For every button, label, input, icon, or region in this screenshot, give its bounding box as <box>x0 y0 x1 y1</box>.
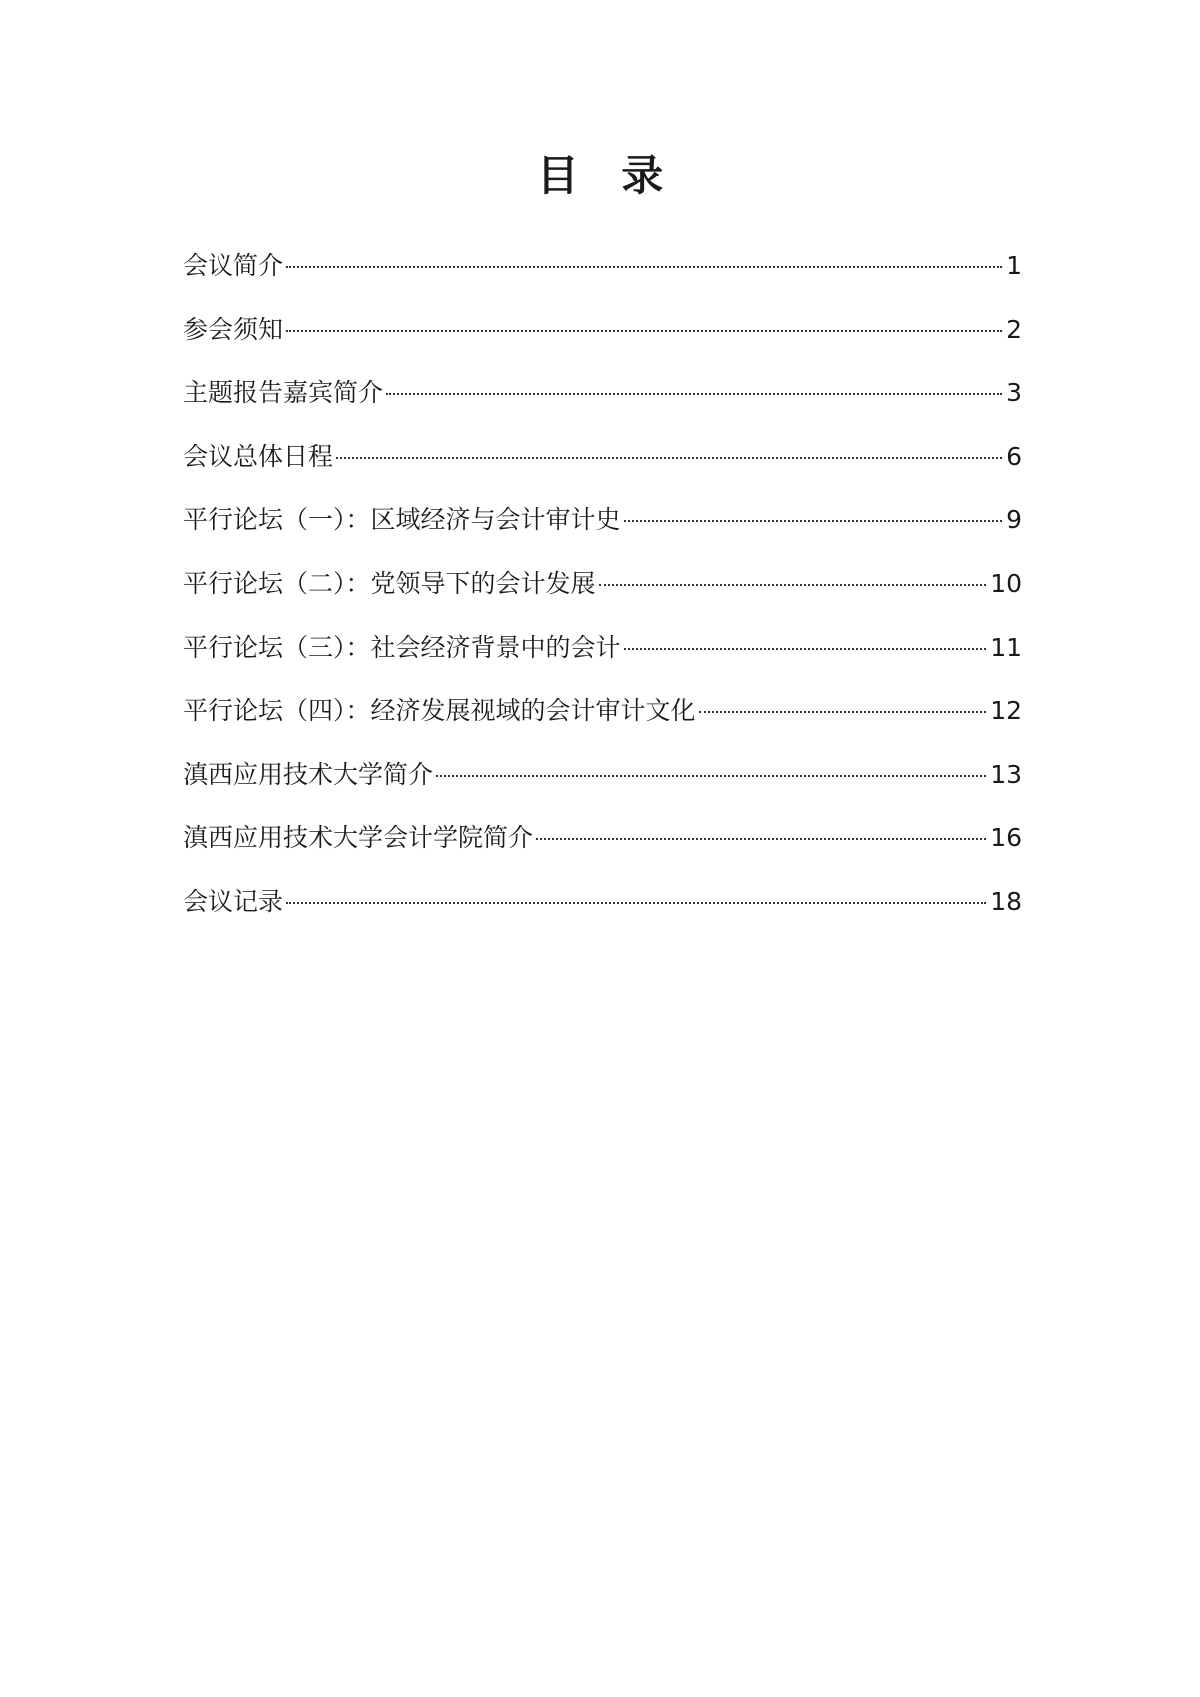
toc-page-number: 10 <box>990 568 1022 598</box>
toc-page-number: 6 <box>1006 441 1022 471</box>
toc-dot-leader <box>286 266 1002 268</box>
toc-entry[interactable] <box>183 310 1022 374</box>
toc-entry-label: 平行论坛（一）：区域经济与会计审计史 <box>183 505 621 535</box>
toc-page-number: 11 <box>990 632 1022 662</box>
toc-dot-leader <box>536 838 986 840</box>
toc-page-number: 9 <box>1006 505 1022 535</box>
toc-dot-leader <box>599 584 987 586</box>
toc-entry[interactable] <box>183 500 1022 564</box>
toc-entry[interactable] <box>183 691 1022 755</box>
toc-dot-leader <box>286 330 1002 332</box>
toc-page-number: 3 <box>1006 378 1022 408</box>
toc-entry-label: 平行论坛（四）：经济发展视域的会计审计文化 <box>183 696 696 726</box>
toc-entry-label: 参会须知 <box>183 314 284 344</box>
toc-page-number: 2 <box>1006 314 1022 344</box>
toc-page-number: 16 <box>990 823 1022 853</box>
toc-entry[interactable] <box>183 628 1022 692</box>
toc-entry[interactable] <box>183 818 1022 882</box>
toc-entry[interactable] <box>183 437 1022 501</box>
page-title: 目 录 <box>536 151 678 200</box>
toc-entry-label: 平行论坛（三）：社会经济背景中的会计 <box>183 632 621 662</box>
table-of-contents <box>183 246 1022 946</box>
toc-entry-label: 会议简介 <box>183 251 284 280</box>
toc-page-number: 13 <box>990 759 1022 789</box>
toc-dot-leader <box>336 457 1002 459</box>
toc-entry[interactable] <box>183 564 1022 628</box>
toc-entry-label: 会议总体日程 <box>183 441 334 471</box>
toc-entry-label: 主题报告嘉宾简介 <box>183 378 384 408</box>
toc-entry-label: 滇西应用技术大学简介 <box>183 759 434 789</box>
toc-dot-leader <box>286 902 986 904</box>
toc-entry[interactable] <box>183 373 1022 437</box>
toc-dot-leader <box>624 648 987 650</box>
toc-entry[interactable] <box>183 882 1022 946</box>
toc-entry-label: 平行论坛（二）：党领导下的会计发展 <box>183 568 596 598</box>
toc-page-number: 18 <box>990 886 1022 916</box>
toc-dot-leader <box>624 520 1003 522</box>
toc-page-number: 12 <box>990 696 1022 726</box>
toc-dot-leader <box>436 775 986 777</box>
toc-entry[interactable] <box>183 246 1022 310</box>
toc-entry-label: 会议记录 <box>183 886 284 916</box>
toc-dot-leader <box>386 393 1002 395</box>
toc-entry[interactable] <box>183 755 1022 819</box>
toc-dot-leader <box>699 711 987 713</box>
toc-entry-label: 滇西应用技术大学会计学院简介 <box>183 823 534 853</box>
toc-page-number: 1 <box>1006 251 1022 280</box>
